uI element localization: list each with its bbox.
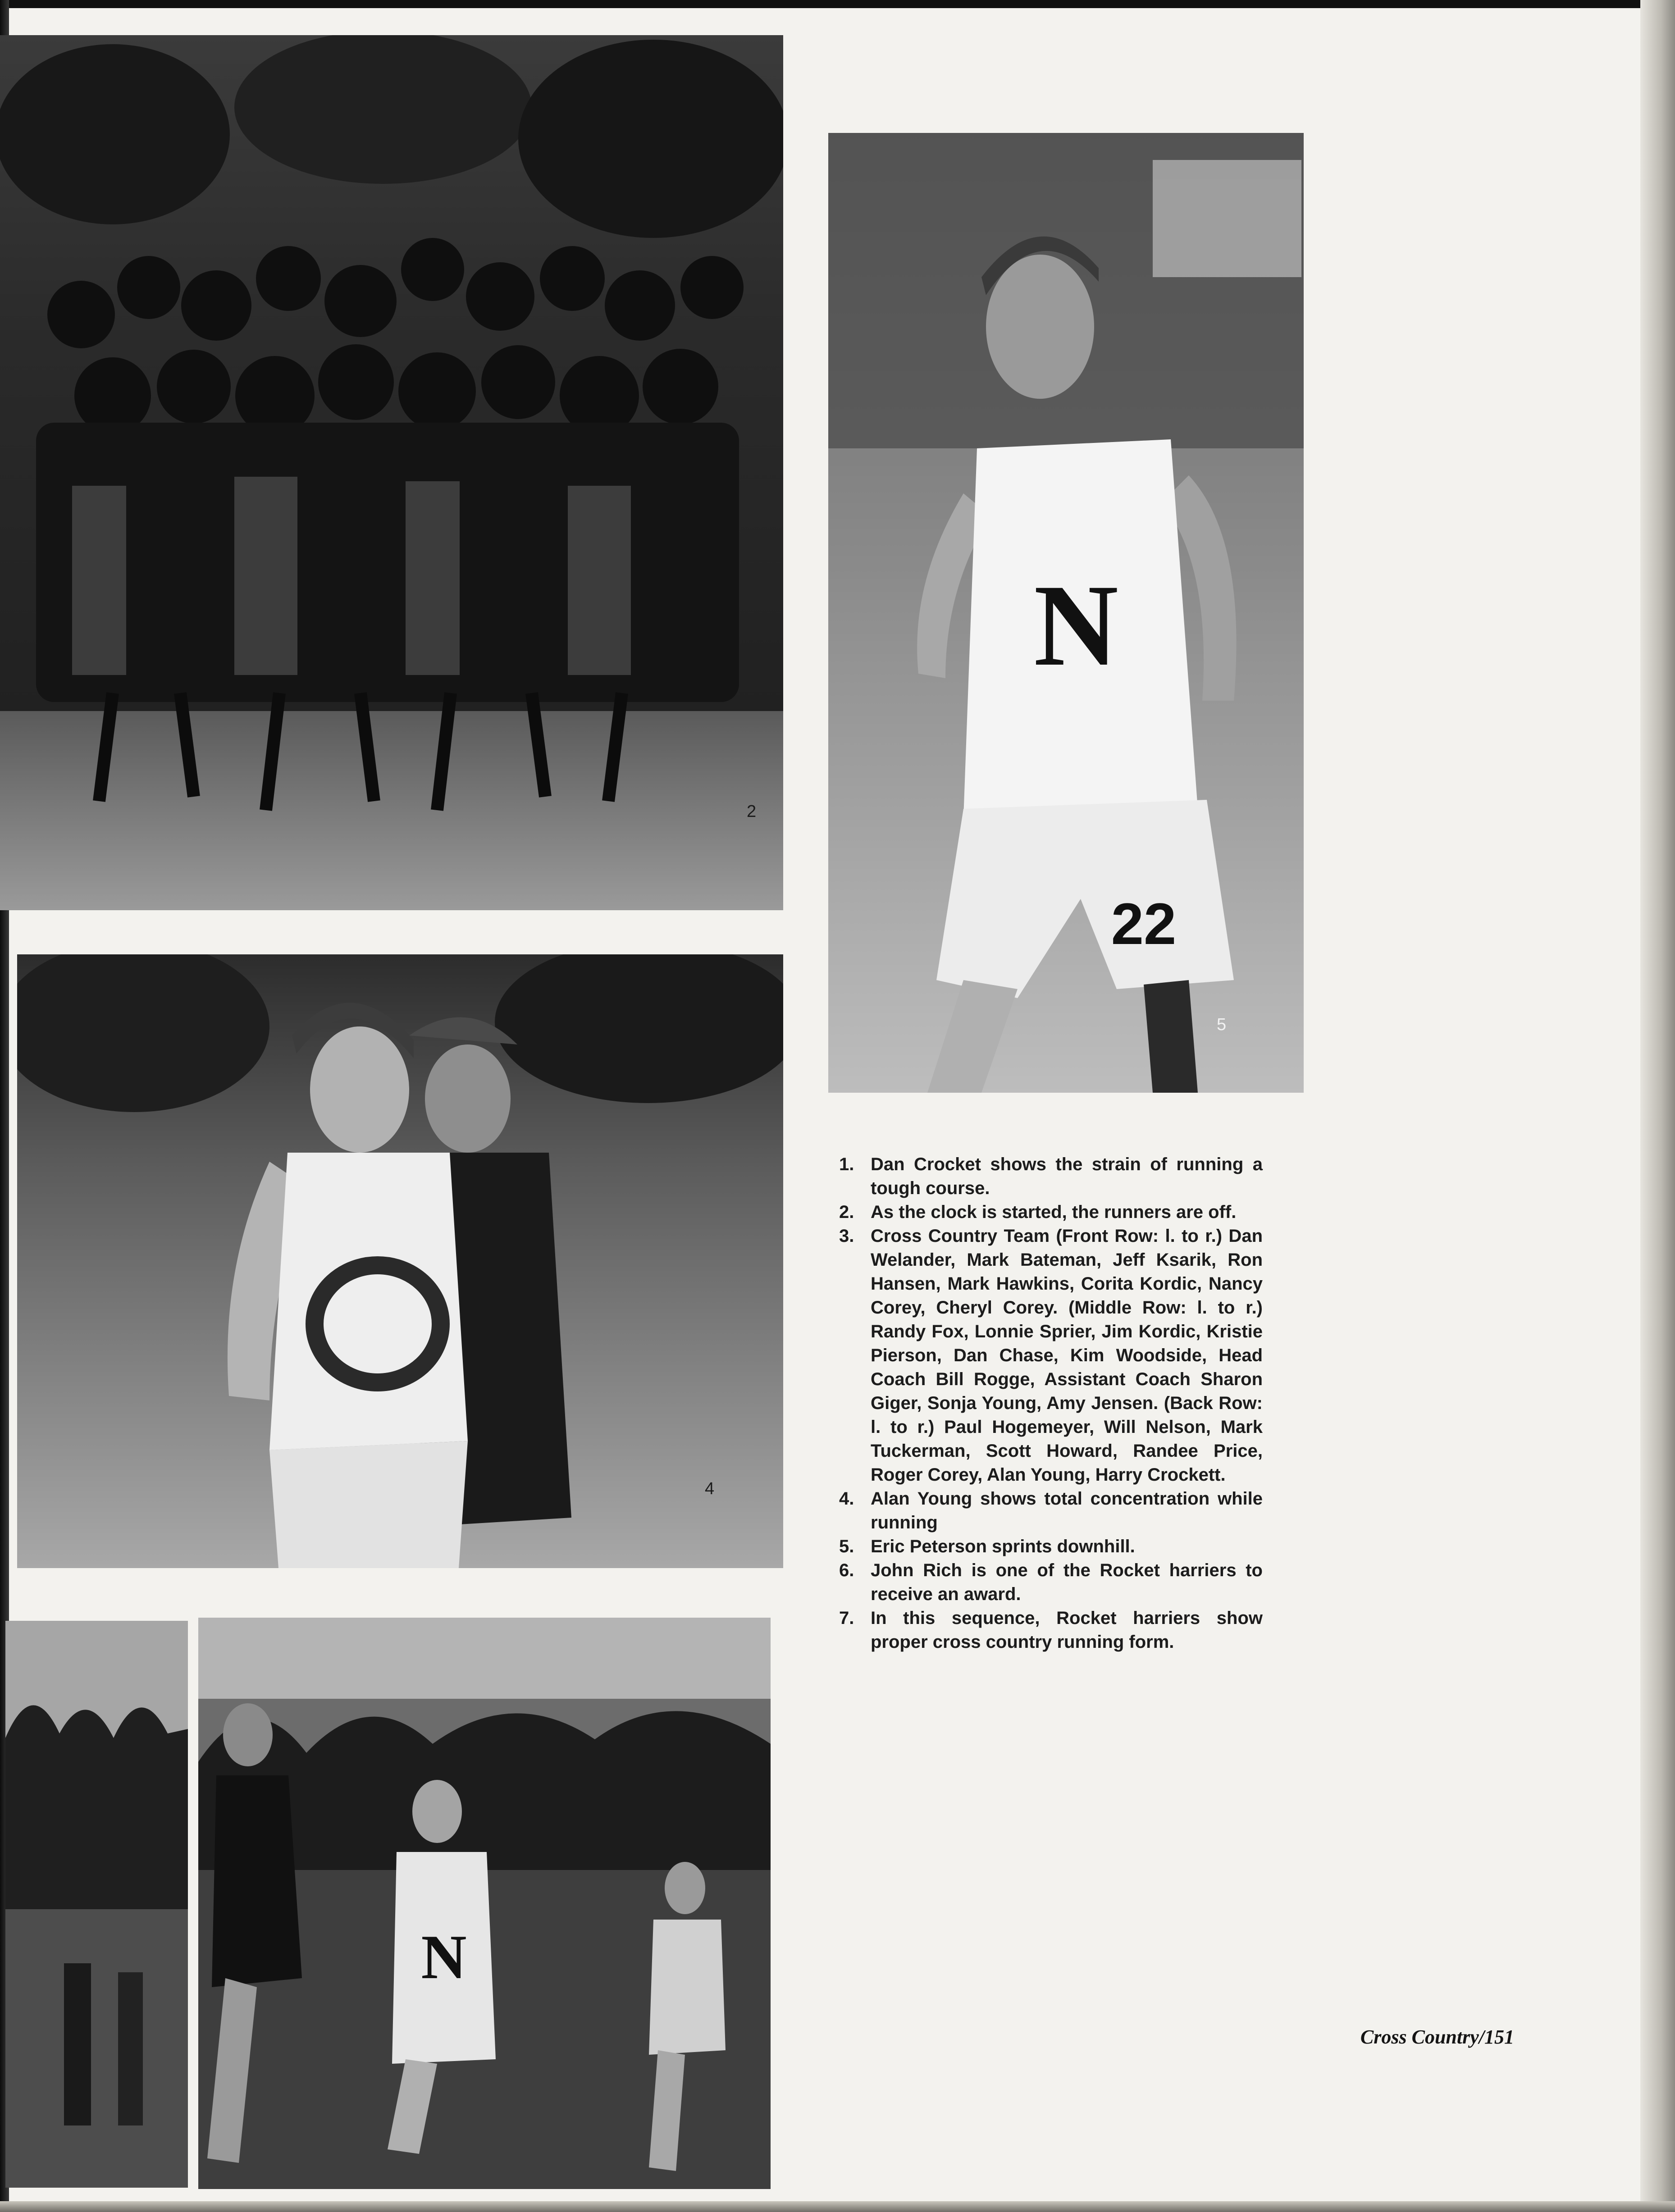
page-bottom-edge: [0, 2201, 1675, 2212]
caption-item: [839, 1535, 1263, 1559]
caption-text: Eric Peterson sprints downhill.: [871, 1537, 1135, 1556]
caption-number: 1.: [839, 1154, 854, 1174]
caption-number: 6.: [839, 1560, 854, 1580]
caption-item: [839, 1153, 1263, 1200]
caption-number: 5.: [839, 1537, 854, 1556]
caption-text: Dan Crocket shows the strain of running a tough course.: [871, 1154, 1263, 1198]
photo-sequence-runners: [198, 1618, 771, 2189]
photo-sequence-runners-image: [198, 1618, 771, 2189]
caption-item: [839, 1559, 1263, 1606]
page-top-edge: [0, 0, 1675, 8]
page-folio: Cross Country/151: [1360, 2026, 1514, 2048]
caption-text: Cross Country Team (Front Row: l. to r.) Dan Welander, Mark Bateman, Jeff Ksarik, Ron Hansen, Mark Hawkins, Corita Kordic, Nancy Corey, Cheryl Corey. (Middle Row: l. to r.) Randy Fox, Lonnie Sprier, Jim Kordic, Kristie Pierson, Dan Chase, Kim Woodside, Head Coach Bill Rogge, Assistant Coach Sharon Giger, Sonja Young, Amy Jensen. (Back Row: l. to r.) Paul Hogemeyer, Will Nelson, Mark Tuckerman, Scott Howard, Randee Price, Roger Corey, Alan Young, Harry Crockett.: [871, 1226, 1263, 1485]
caption-list: [839, 1153, 1263, 1654]
page-right-edge: [1640, 0, 1675, 2212]
photo-sequence-left: [5, 1621, 188, 2188]
caption-number: 7.: [839, 1608, 854, 1628]
photo-two-runners-image: [17, 954, 783, 1568]
caption-number: 3.: [839, 1226, 854, 1246]
caption-item: [839, 1200, 1263, 1224]
photo-runner-sprinting-image: [828, 133, 1304, 1093]
photo-sequence-left-image: [5, 1621, 188, 2188]
caption-text: In this sequence, Rocket harriers show proper cross country running form.: [871, 1608, 1263, 1652]
photo-number-4: 4: [705, 1479, 715, 1498]
caption-text: As the clock is started, the runners are off.: [871, 1202, 1237, 1222]
photo-runner-sprinting: [828, 133, 1304, 1093]
caption-text: Alan Young shows total concentration while running: [871, 1489, 1263, 1532]
jersey-letter-n: N: [1034, 561, 1118, 690]
photo-two-runners: [17, 954, 783, 1568]
photo-number-5: 5: [1217, 1015, 1227, 1034]
photo-start-crowd: [0, 35, 783, 910]
caption-item: [839, 1224, 1263, 1487]
caption-number: 4.: [839, 1489, 854, 1509]
jersey-letter-n-small: N: [421, 1922, 467, 1992]
caption-number: 2.: [839, 1202, 854, 1222]
photo-number-2: 2: [747, 802, 757, 821]
photo-start-crowd-image: [0, 35, 783, 910]
caption-item: [839, 1606, 1263, 1654]
caption-item: [839, 1487, 1263, 1535]
caption-text: John Rich is one of the Rocket harriers to receive an award.: [871, 1560, 1263, 1604]
shorts-number-22: 22: [1111, 891, 1177, 957]
